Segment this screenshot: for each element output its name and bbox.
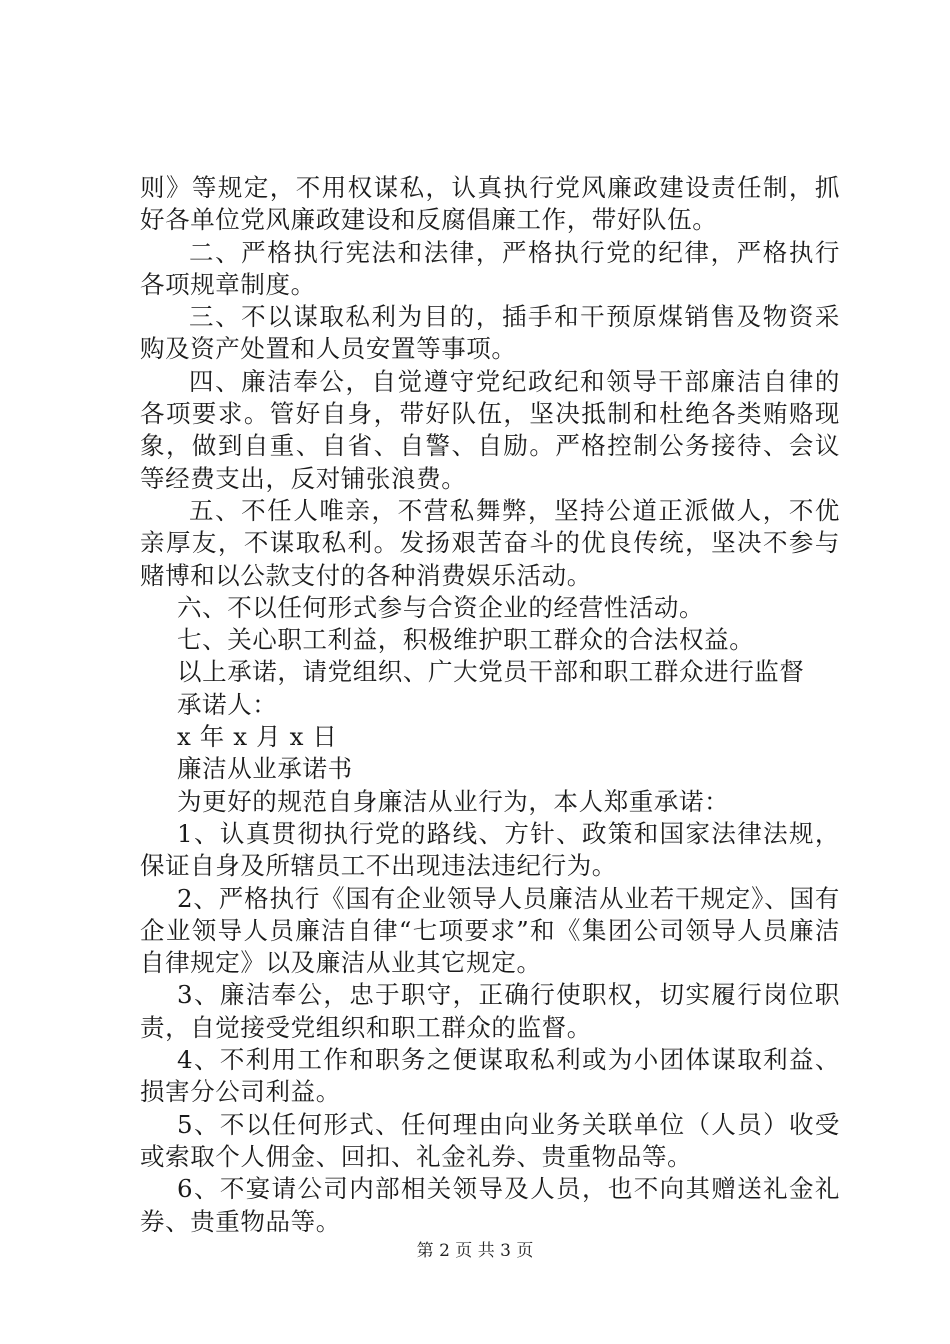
paragraph-4: 四、廉洁奉公，自觉遵守党纪政纪和领导干部廉洁自律的各项要求。管好自身，带好队伍，坚决抵制和杜绝各类贿赂现象，做到自重、自省、自警、自励。严格控制公务接待、会议等经费支出，反对铺张浪费。	[140, 366, 840, 493]
page-number-footer: 第 2 页 共 3 页	[416, 1241, 534, 1261]
paragraph-5: 五、不任人唯亲，不营私舞弊，坚持公道正派做人，不优亲厚友，不谋取私利。发扬艰苦奋斗的优良传统，坚决不参与赌博和以公款支付的各种消费娱乐活动。	[140, 495, 840, 590]
intro-line: 为更好的规范自身廉洁从业行为，本人郑重承诺：	[177, 786, 730, 816]
date-line: x 年 x 月 x 日	[177, 722, 338, 752]
pledge-item-5: 5、不以任何形式、任何理由向业务关联单位（人员）收受或索取个人佣金、回扣、礼金礼券、贵重物品等。	[140, 1109, 840, 1171]
pledge-item-6: 6、不宴请公司内部相关领导及人员，也不向其赠送礼金礼券、贵重物品等。	[140, 1174, 840, 1236]
document-body	[140, 172, 840, 1238]
paragraph-6: 六、不以任何形式参与合资企业的经营性活动。	[177, 592, 705, 622]
pledge-item-1: 1、认真贯彻执行党的路线、方针、政策和国家法律法规，保证自身及所辖员工不出现违法违纪行为。	[140, 818, 840, 881]
paragraph-3: 三、不以谋取私利为目的，插手和干预原煤销售及物资采购及资产处置和人员安置等事项。	[140, 302, 840, 364]
pledge-item-3: 3、廉洁奉公，忠于职守，正确行使职权，切实履行岗位职责，自觉接受党组织和职工群众的监督。	[140, 980, 840, 1042]
pledge-item-4: 4、不利用工作和职务之便谋取私利或为小团体谋取利益、损害分公司利益。	[140, 1045, 840, 1107]
paragraph-1: 则》等规定，不用权谋私，认真执行党风廉政建设责任制，抓好各单位党风廉政建设和反腐倡廉工作，带好队伍。	[140, 173, 840, 235]
pledge-item-2: 2、严格执行《国有企业领导人员廉洁从业若干规定》、国有企业领导人员廉洁自律“七项要求”和《集团公司领导人员廉洁自律规定》以及廉洁从业其它规定。	[140, 883, 840, 978]
section-title: 廉洁从业承诺书	[177, 754, 353, 784]
paragraph-7: 七、关心职工利益，积极维护职工群众的合法权益。	[177, 625, 755, 655]
paragraph-8: 以上承诺，请党组织、广大党员干部和职工群众进行监督	[177, 657, 805, 687]
signatory-line: 承诺人：	[177, 689, 278, 719]
paragraph-2: 二、严格执行宪法和法律，严格执行党的纪律，严格执行各项规章制度。	[140, 237, 840, 299]
